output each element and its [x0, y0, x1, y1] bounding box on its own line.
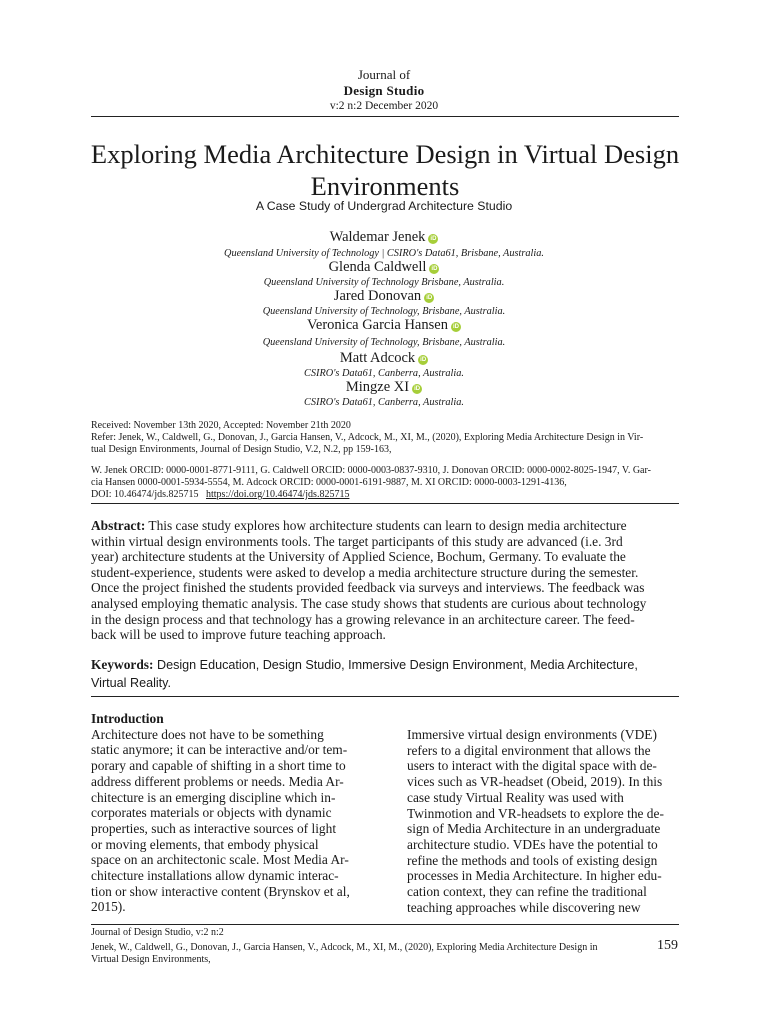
abstract-line: in the design process and that technology has a growing relevance in an architecture career. The feed- [91, 611, 635, 627]
abstract-line: within virtual design environments tools. The target participants of this study are advanced (i.e. 3rd [91, 533, 623, 549]
doi-link[interactable]: https://doi.org/10.46474/jds.825715 [206, 489, 350, 500]
author-name: Matt Adcock iD [339, 350, 427, 366]
orcid-icon[interactable]: iD [452, 324, 459, 330]
orcid-line: W. Jenek ORCID: 0000-0001-8771-9111, G. Caldwell ORCID: 0000-0003-0837-9310, J. Donovan ORCID: 0000-0002-8025-1947, V. Gar- [91, 465, 651, 476]
abstract-line: Abstract: This case study explores how architecture students can learn to design media architecture [91, 518, 627, 533]
paper-title: Exploring Media Architecture Design in Virtual Design Environments [90, 139, 680, 201]
meta-rule [91, 503, 679, 504]
header-rule [91, 116, 679, 117]
keywords-rule [91, 696, 679, 697]
abstract-line: analysed employing thematic analysis. The case study shows that students are curious about technology [91, 595, 647, 611]
page-number: 159 [657, 938, 678, 953]
abstract-line: student-experience, students were asked to develop a media architecture structure during the semester. [91, 564, 639, 580]
intro-right-column: Immersive virtual design environments (VDE) refers to a digital environment that allows the users to interact with the digital space with de- vices such as VR-headset (Obeid, 2019). In this case study Virtual Reality was used with Twinmotion and VR-headsets to explore the de- sign of Media Architecture in an undergraduate architecture studio. VDEs have the potential to refine the methods and tools of existing design processes in Media Architecture. In higher edu- cation context, they can refine the traditional teaching approaches while discovering new [407, 727, 664, 915]
orcid-icon[interactable]: iD [414, 386, 421, 392]
author-affiliation: Queensland University of Technology, Brisbane, Australia. [262, 306, 506, 317]
footer-citation-line: Jenek, W., Caldwell, G., Donovan, J., Garcia Hansen, V., Adcock, M., XI, M., (2020), Exploring Media Architecture Design in [91, 942, 598, 953]
author-affiliation: Queensland University of Technology | CSIRO's Data61, Brisbane, Australia. [224, 248, 544, 259]
author-name: Veronica Garcia Hansen iD [307, 317, 459, 333]
received-dates: Received: November 13th 2020, Accepted: November 21th 2020 [91, 420, 351, 431]
author-name: Glenda Caldwell iD [328, 259, 438, 275]
author-affiliation: CSIRO's Data61, Canberra, Australia. [304, 397, 464, 408]
abstract-line: Once the project finished the students provided feedback via surveys and interviews. The feedback was [91, 580, 645, 596]
author-name: Mingze XI iD [345, 379, 421, 395]
footer-citation-line: Virtual Design Environments, [91, 954, 211, 965]
citation-line: Refer: Jenek, W., Caldwell, G., Donovan, J., Garcia Hansen, V., Adcock, M., XI, M., (2020), Exploring Media Architecture Design in Vir- [91, 432, 644, 443]
footer-rule [91, 924, 679, 925]
journal-name-line1: Journal of [357, 67, 411, 82]
section-heading: Introduction [91, 711, 164, 726]
abstract-line: year) architecture students at the University of Applied Science, Bochum, Germany. To evaluate the [91, 549, 626, 565]
author-affiliation: CSIRO's Data61, Canberra, Australia. [304, 368, 464, 379]
author-name: Waldemar Jenek iD [329, 229, 437, 245]
abstract [91, 518, 679, 643]
intro-left-column: Introduction Architecture does not have to be something static anymore; it can be interactive and/or tem- porary and capable of shifting in a short time to address different problems or needs. Media Ar- chitecture is an emerging discipline which in- corporates materials or objects with dynamic properties, such as interactive sources of light or moving elements, that embody physical space on an architectonic scale. Most Media Ar- chitecture installations allow dynamic interac- tion or show interactive content (Brynskov et al, 2015). [91, 711, 360, 915]
orcid-icon[interactable]: iD [426, 295, 433, 301]
doi-label: DOI: 10.46474/jds.825715 [91, 489, 199, 500]
journal-issue: v:2 n:2 December 2020 [329, 100, 439, 112]
orcid-icon[interactable]: iD [431, 266, 438, 272]
orcid-line: cia Hansen 0000-0001-5934-5554, M. Adcock ORCID: 0000-0001-6191-9887, M. XI ORCID: 0000-0003-1291-4136, [91, 477, 567, 488]
author-name: Jared Donovan iD [333, 288, 433, 304]
abstract-label: Abstract: [91, 518, 146, 533]
author-affiliation: Queensland University of Technology, Brisbane, Australia. [262, 337, 506, 348]
footer-journal: Journal of Design Studio, v:2 n:2 [91, 927, 224, 938]
abstract-line: back will be used to improve future teaching approach. [91, 627, 386, 643]
citation-line: tual Design Environments, Journal of Design Studio, V.2, N.2, pp 159-163, [91, 444, 392, 455]
journal-name-line2: Design Studio [343, 83, 425, 98]
orcid-icon[interactable]: iD [430, 236, 437, 242]
doi-line [91, 489, 679, 501]
orcid-icon[interactable]: iD [420, 357, 427, 363]
paper-subtitle: A Case Study of Undergrad Architecture Studio [255, 199, 513, 213]
keywords: Keywords: Design Education, Design Studio, Immersive Design Environment, Media Architecture, Virtual Reality. [91, 657, 638, 690]
keywords-label: Keywords: [91, 657, 154, 672]
author-affiliation: Queensland University of Technology Brisbane, Australia. [263, 277, 505, 288]
